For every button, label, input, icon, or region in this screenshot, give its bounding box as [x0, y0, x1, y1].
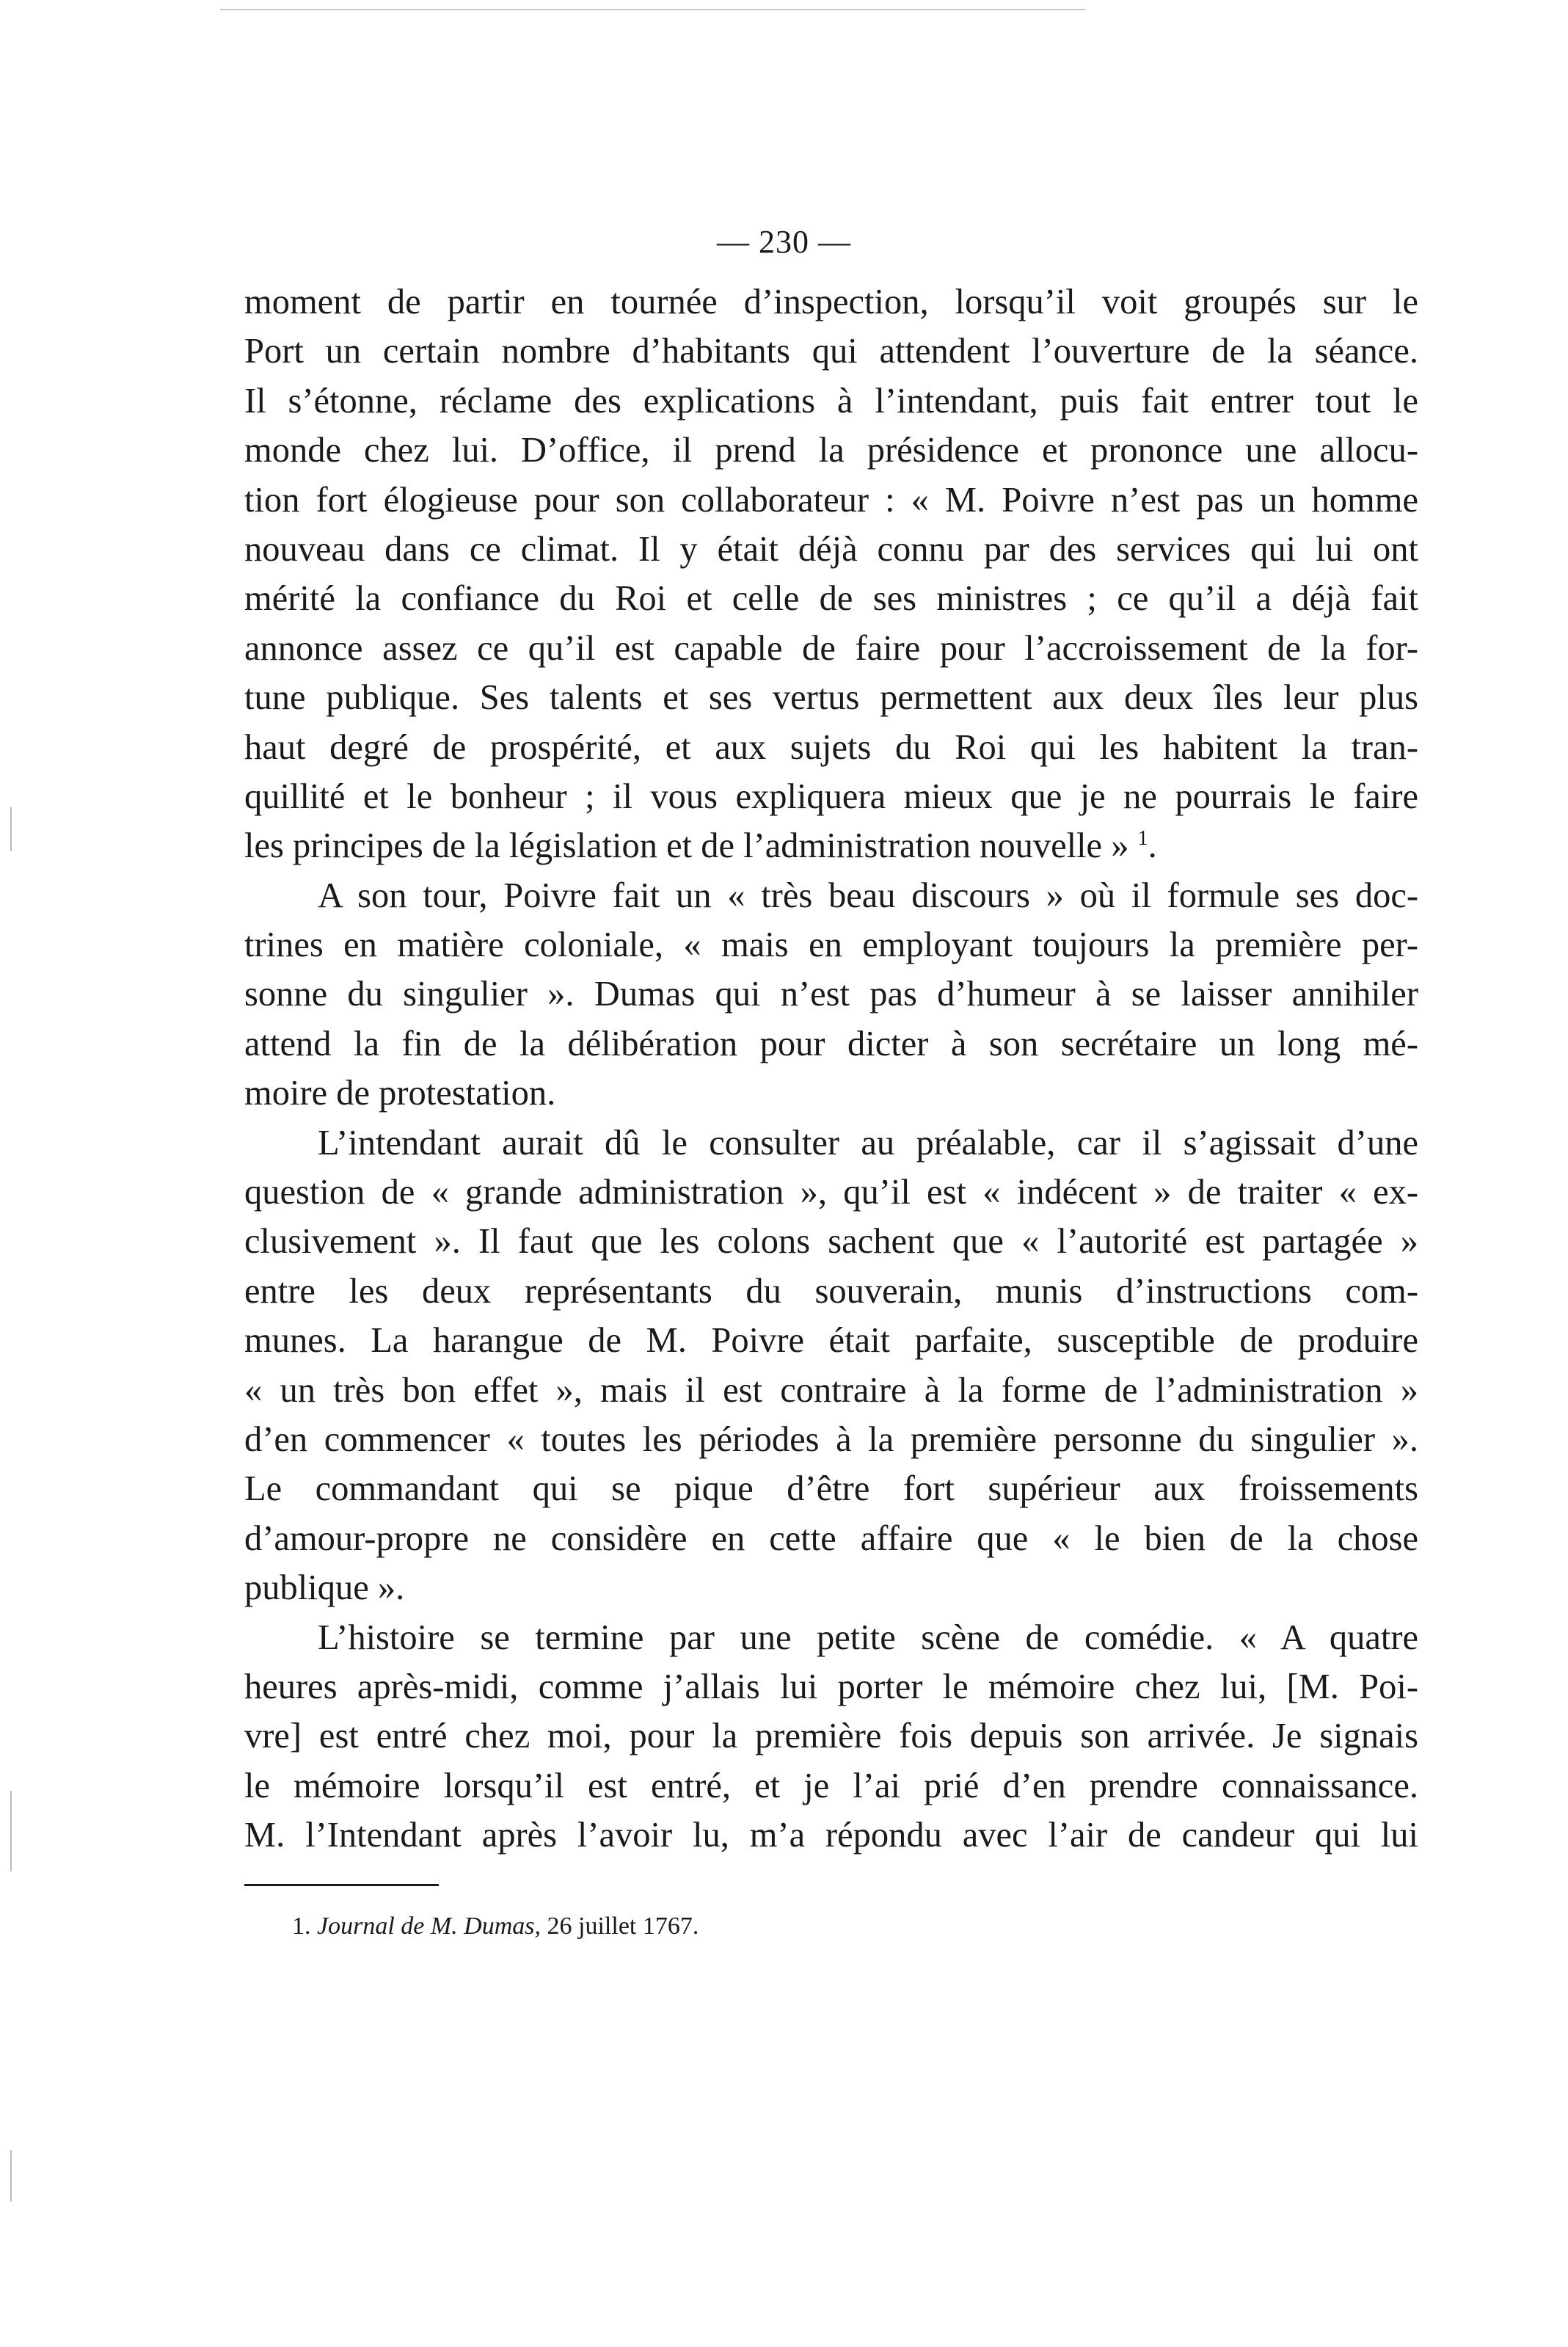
paragraph-2	[244, 871, 1418, 1118]
text-line: attend la fin de la délibération pour dicter à son secrétaire un long mé-	[244, 1024, 1418, 1063]
text-line: question de « grande administration », qu’il est « indécent » de traiter « ex-	[244, 1173, 1418, 1212]
text-line: « un très bon effet », mais il est contraire à la forme de l’administration »	[244, 1370, 1418, 1410]
text-line: annonce assez ce qu’il est capable de faire pour l’accroissement de la for-	[244, 628, 1418, 668]
text-line: A son tour, Poivre fait un « très beau discours » où il formule ses doc-	[318, 876, 1418, 915]
text-line: quillité et le bonheur ; il vous expliquera mieux que je ne pourrais le faire	[244, 776, 1418, 816]
text-line: haut degré de prospérité, et aux sujets du Roi qui les habitent la tran-	[244, 727, 1418, 767]
scan-edge-line	[220, 9, 1086, 10]
text-line: L’intendant aurait dû le consulter au préalable, car il s’agissait d’une	[318, 1123, 1418, 1162]
scan-margin-mark	[10, 1791, 12, 1871]
text-line	[244, 821, 1418, 870]
text-line: Il s’étonne, réclame des explications à l’intendant, puis fait entrer tout le	[244, 381, 1418, 421]
text-line: M. l’Intendant après l’avoir lu, m’a répondu avec l’air de candeur qui lui	[244, 1816, 1418, 1855]
text-line: vre] est entré chez moi, pour la première fois depuis son arrivée. Je signais	[244, 1717, 1418, 1756]
text-line: tune publique. Ses talents et ses vertus permettent aux deux îles leur plus	[244, 678, 1418, 718]
footnote-separator	[244, 1884, 439, 1886]
footnote	[292, 1908, 699, 1945]
text-line: nouveau dans ce climat. Il y était déjà connu par des services qui lui ont	[244, 529, 1418, 569]
footnote-date: 26 juillet 1767.	[547, 1913, 699, 1940]
text-line: L’histoire se termine par une petite scène de comédie. « A quatre	[318, 1618, 1418, 1657]
text-line-content: les principes de la législation et de l’administration nouvelle »	[244, 826, 1129, 866]
page-number: — 230 —	[717, 224, 851, 260]
text-line: entre les deux représentants du souverain, munis d’instructions com-	[244, 1271, 1418, 1311]
text-line: Le commandant qui se pique d’être fort supérieur aux froissements	[244, 1469, 1418, 1509]
footnote-number: 1.	[292, 1913, 311, 1940]
text-line: d’amour-propre ne considère en cette affaire que « le bien de la chose	[244, 1518, 1418, 1558]
footnote-reference: 1	[1137, 827, 1148, 851]
text-line: le mémoire lorsqu’il est entré, et je l’ai prié d’en prendre connaissance.	[244, 1766, 1418, 1805]
text-line: sonne du singulier ». Dumas qui n’est pas d’humeur à se laisser annihiler	[244, 975, 1418, 1014]
sentence-end: .	[1148, 826, 1157, 866]
text-line: heures après-midi, comme j’allais lui porter le mémoire chez lui, [M. Poi-	[244, 1667, 1418, 1706]
text-line: monde chez lui. D’office, il prend la présidence et prononce une allocu-	[244, 431, 1418, 470]
body-text	[244, 277, 1418, 1860]
text-line: clusivement ». Il faut que les colons sachent que « l’autorité est partagée »	[244, 1222, 1418, 1262]
text-line: moment de partir en tournée d’inspection, lorsqu’il voit groupés sur le	[244, 283, 1418, 321]
text-line: d’en commencer « toutes les périodes à la première personne du singulier ».	[244, 1419, 1418, 1459]
paragraph-3	[244, 1118, 1418, 1613]
text-line: munes. La harangue de M. Poivre était parfaite, susceptible de produire	[244, 1321, 1418, 1361]
paragraph-4	[244, 1613, 1418, 1860]
text-line: trines en matière coloniale, « mais en employant toujours la première per-	[244, 925, 1418, 965]
text-line: mérité la confiance du Roi et celle de ses ministres ; ce qu’il a déjà fait	[244, 579, 1418, 619]
text-line: moire de protestation.	[244, 1074, 556, 1113]
scan-margin-mark	[10, 2150, 12, 2202]
scan-margin-mark	[10, 807, 12, 851]
text-line: tion fort élogieuse pour son collaborateur : « M. Poivre n’est pas un homme	[244, 480, 1418, 520]
footnote-source-title: Journal de M. Dumas,	[317, 1913, 541, 1940]
text-line: Port un certain nombre d’habitants qui attendent l’ouverture de la séance.	[244, 332, 1418, 371]
paragraph-1	[244, 277, 1418, 871]
text-line: publique ».	[244, 1568, 405, 1608]
